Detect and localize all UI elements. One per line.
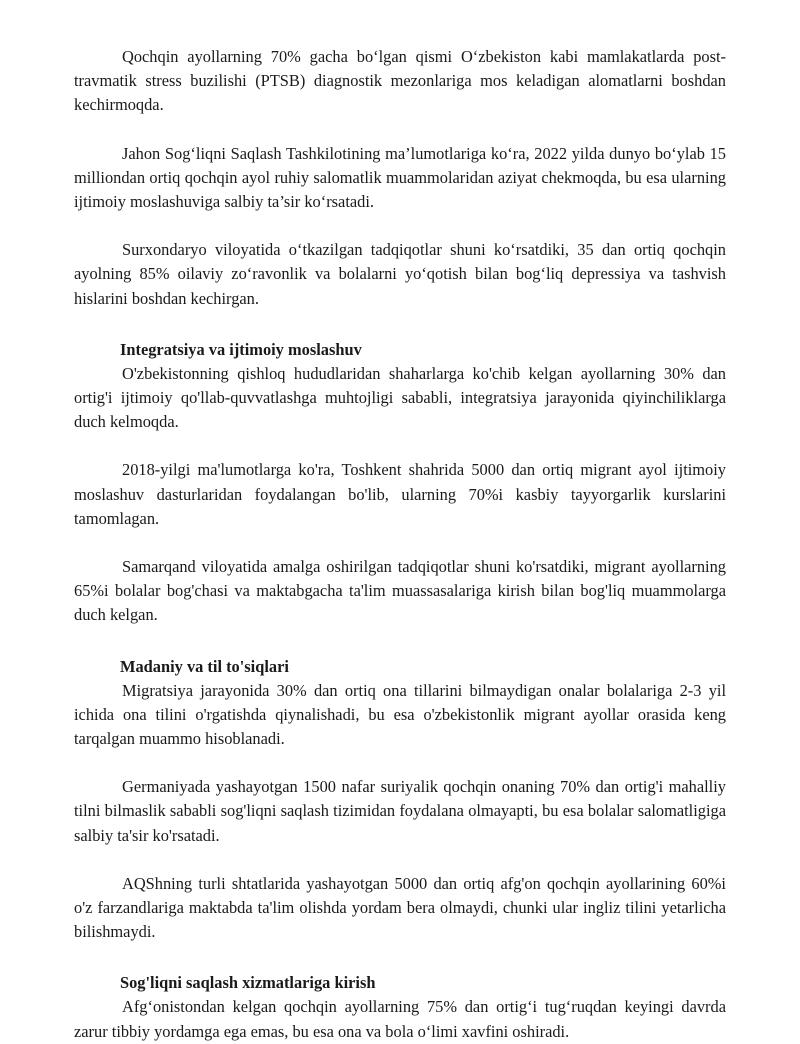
paragraph-surxondaryo-study: Surxondaryo viloyatida o‘tkazilgan tadqiqotlar shuni ko‘rsatdiki, 35 dan ortiq qochqin ayolning 85% oilaviy zo‘ravonlik va bolalarni yo‘qotish bilan bog‘liq depressiya va tashvish hislarini boshdan kechirgan.: [74, 240, 726, 308]
paragraph-samarqand-study: Samarqand viloyatida amalga oshirilgan tadqiqotlar shuni ko'rsatdiki, migrant ayollarning 65%i bolalar bog'chasi va maktabgacha ta'lim muassasalariga kirish bilan bog'liq muammolarga duch kelgan.: [74, 557, 726, 625]
paragraph-tashkent-2018: 2018-yilgi ma'lumotlarga ko'ra, Toshkent shahrida 5000 dan ortiq migrant ayol ijtimoiy moslashuv dasturlaridan foydalangan bo'lib, ularning 70%i kasbiy tayyorgarlik kurslarini tamomlagan.: [74, 460, 726, 528]
paragraph-native-language: Migratsiya jarayonida 30% dan ortiq ona tillarini bilmaydigan onalar bolalariga 2-3 yil ichida ona tilini o'rgatishda qiynalishadi, bu esa o'zbekistonlik migrant ayollar orasida keng tarqalgan muammo hisoblanadi.: [74, 680, 726, 749]
section-heading-culture-language: Madaniy va til to'siqlari: [120, 656, 289, 676]
section-heading-health-access: Sog'liqni saqlash xizmatlariga kirish: [120, 973, 376, 993]
section-heading-integration: Integratsiya va ijtimoiy moslashuv: [120, 339, 362, 359]
paragraph-afghan-postpartum: Afg‘onistondan kelgan qochqin ayollarning 75% dan ortig‘i tug‘ruqdan keyingi davrda zarur tibbiy yordamga ega emas, bu esa ona va bola o‘limi xavfini oshiradi.: [74, 997, 726, 1041]
paragraph-who-data: Jahon Sog‘liqni Saqlash Tashkilotining ma’lumotlariga ko‘ra, 2022 yilda dunyo bo‘ylab 15 milliondan ortiq qochqin ayol ruhiy salomatlik muammolaridan aziyat chekmoqda, bu esa ularning ijtimoiy moslashuviga salbiy ta’sir ko‘rsatadi.: [74, 143, 726, 212]
paragraph-usa-afghan: AQShning turli shtatlarida yashayotgan 5000 dan ortiq afg'on qochqin ayollarining 60%i o'z farzandlariga maktabda ta'lim olishda yordam bera olmaydi, chunki ular ingliz tilini yetarlicha bilishmaydi.: [74, 873, 726, 942]
document-page: [74, 45, 726, 1044]
paragraph-rural-migration: O'zbekistonning qishloq hududlaridan shaharlarga ko'chib kelgan ayollarning 30% dan ortig'i ijtimoiy qo'llab-quvvatlashga muhtojligi sababli, integratsiya jarayonida qiyinchiliklarga duch kelmoqda.: [74, 363, 726, 432]
paragraph-ptsd-symptoms: Qochqin ayollarning 70% gacha bo‘lgan qismi O‘zbekiston kabi mamlakatlarda post-travmatik stress buzilishi (PTSB) diagnostik mezonlariga mos keladigan alomatlarni boshdan kechirmoqda.: [74, 47, 726, 115]
paragraph-germany-syrian: Germaniyada yashayotgan 1500 nafar suriyalik qochqin onaning 70% dan ortig'i mahalliy tilni bilmaslik sababli sog'liqni saqlash tizimidan foydalana olmayapti, bu esa bolalar salomatligiga salbiy ta'sir ko'rsatadi.: [74, 777, 726, 845]
